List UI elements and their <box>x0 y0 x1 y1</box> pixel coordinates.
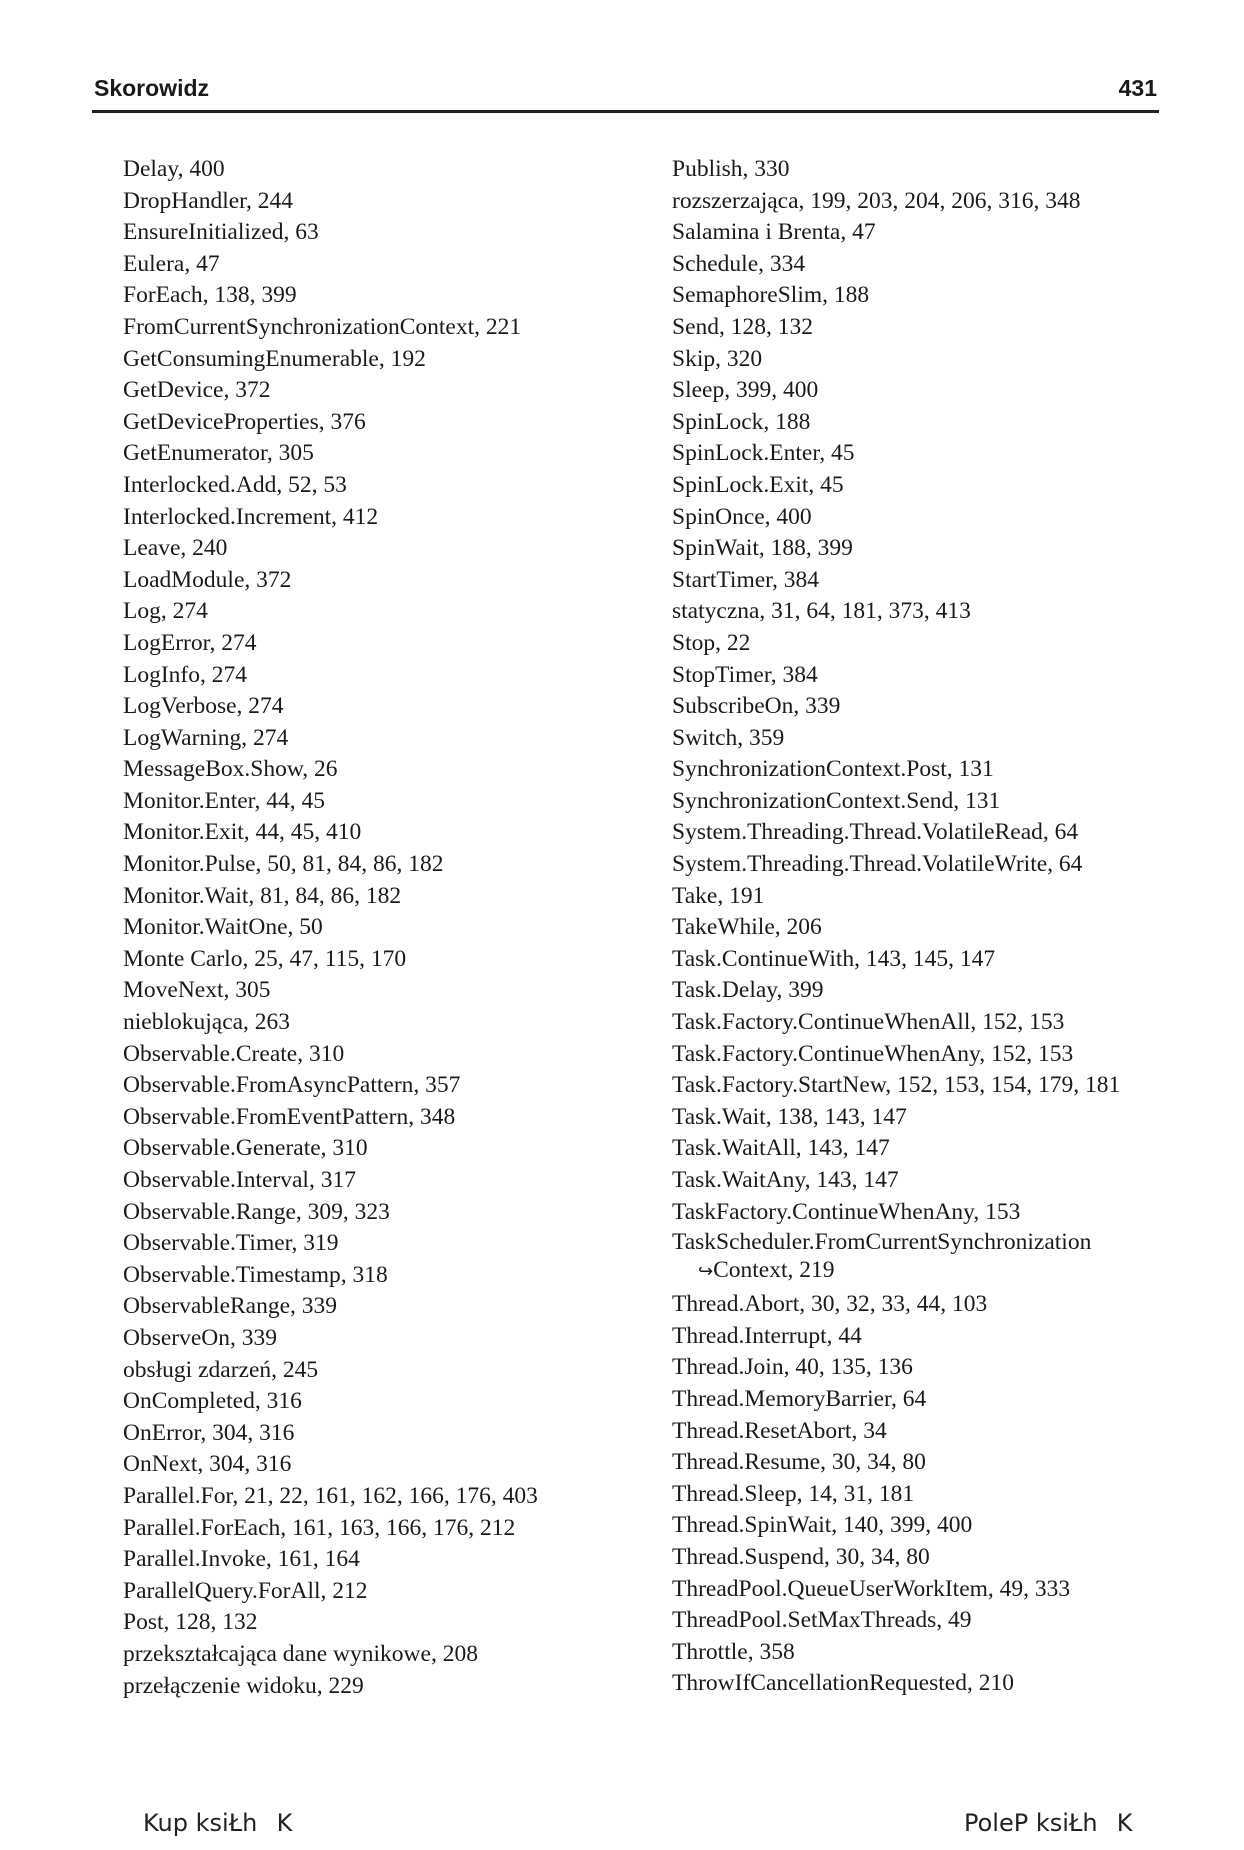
index-entry: Thread.MemoryBarrier, 64 <box>672 1385 927 1412</box>
index-entry: OnError, 304, 316 <box>123 1419 295 1446</box>
index-entry: StartTimer, 384 <box>672 566 820 593</box>
index-entry: SpinLock, 188 <box>672 408 811 435</box>
index-entry: Sleep, 399, 400 <box>672 377 819 404</box>
index-entry: DropHandler, 244 <box>123 187 294 214</box>
index-entry: Send, 128, 132 <box>672 313 813 340</box>
line-continuation-arrow-icon: ↪ <box>698 1261 714 1283</box>
index-entry: SpinOnce, 400 <box>672 503 812 530</box>
index-entry: rozszerzająca, 199, 203, 204, 206, 316, 348 <box>672 187 1081 214</box>
index-entry: Thread.SpinWait, 140, 399, 400 <box>672 1512 973 1539</box>
index-entry: Stop, 22 <box>672 629 751 656</box>
index-entry: Thread.ResetAbort, 34 <box>672 1417 887 1444</box>
index-entry: ObservableRange, 339 <box>123 1293 338 1320</box>
index-entry: EnsureInitialized, 63 <box>123 219 319 246</box>
index-entry: MessageBox.Show, 26 <box>123 756 338 783</box>
index-entry: Take, 191 <box>672 882 765 909</box>
index-entry: Delay, 400 <box>123 156 225 182</box>
wrapped-entry-first-line: TaskScheduler.FromCurrentSynchronization <box>672 1229 1092 1256</box>
index-entry: Task.ContinueWith, 143, 145, 147 <box>672 945 996 972</box>
index-entry: Thread.Join, 40, 135, 136 <box>672 1354 913 1381</box>
index-entry: GetEnumerator, 305 <box>123 440 314 467</box>
index-entry: FromCurrentSynchronizationContext, 221 <box>123 313 522 340</box>
index-entry: Parallel.For, 21, 22, 161, 162, 166, 176, 403 <box>123 1482 538 1509</box>
index-entry: OnNext, 304, 316 <box>123 1451 292 1478</box>
index-entry: Thread.Interrupt, 44 <box>672 1322 862 1349</box>
index-entry: MoveNext, 305 <box>123 977 271 1004</box>
index-entry: LoadModule, 372 <box>123 566 292 593</box>
index-entry: Schedule, 334 <box>672 250 806 277</box>
index-entry: SynchronizationContext.Post, 131 <box>672 756 994 783</box>
index-entry: Task.Wait, 138, 143, 147 <box>672 1103 907 1130</box>
footer-buy-link[interactable]: Kup ksiŁhK <box>143 1809 293 1837</box>
index-entry: nieblokująca, 263 <box>123 1009 291 1036</box>
index-entry: Task.Factory.ContinueWhenAny, 152, 153 <box>672 1040 1074 1067</box>
index-entry: LogWarning, 274 <box>123 724 289 751</box>
index-entry: Thread.Resume, 30, 34, 80 <box>672 1449 926 1476</box>
index-entry: TaskFactory.ContinueWhenAny, 153 <box>672 1198 1021 1225</box>
index-entry: Observable.Interval, 317 <box>123 1167 356 1193</box>
index-entry: statyczna, 31, 64, 181, 373, 413 <box>672 598 971 625</box>
index-entry: Task.Factory.StartNew, 152, 153, 154, 179, 181 <box>672 1072 1121 1099</box>
index-entry: Skip, 320 <box>672 345 763 372</box>
index-entry: System.Threading.Thread.VolatileRead, 64 <box>672 819 1079 846</box>
section-title: Skorowidz <box>94 75 210 101</box>
index-entry: Observable.Create, 310 <box>123 1040 345 1067</box>
index-entry: Interlocked.Increment, 412 <box>123 503 379 530</box>
index-entry: StopTimer, 384 <box>672 661 818 688</box>
footer-recommend-link[interactable]: PoleP ksiŁhK <box>964 1809 1133 1837</box>
index-entry: ThreadPool.QueueUserWorkItem, 49, 333 <box>672 1575 1071 1602</box>
index-entry: OnCompleted, 316 <box>123 1388 302 1415</box>
index-entry: Parallel.Invoke, 161, 164 <box>123 1546 360 1573</box>
index-entry: Switch, 359 <box>672 724 785 751</box>
index-entry: GetDeviceProperties, 376 <box>123 408 366 435</box>
index-entry: Thread.Sleep, 14, 31, 181 <box>672 1480 915 1507</box>
index-entry: Salamina i Brenta, 47 <box>672 219 876 246</box>
index-entry: ForEach, 138, 399 <box>123 282 297 309</box>
index-entry: Log, 274 <box>123 598 208 625</box>
index-entry: Eulera, 47 <box>123 250 220 277</box>
index-entry: Monitor.Pulse, 50, 81, 84, 86, 182 <box>123 851 444 878</box>
index-entry: obsługi zdarzeń, 245 <box>123 1356 319 1383</box>
index-entry: Task.WaitAny, 143, 147 <box>672 1167 899 1193</box>
index-entry: Observable.FromEventPattern, 348 <box>123 1103 456 1130</box>
index-entry: Task.Delay, 399 <box>672 977 824 1004</box>
index-entry: Monitor.WaitOne, 50 <box>123 914 323 941</box>
index-entry: Monitor.Wait, 81, 84, 86, 182 <box>123 882 402 909</box>
index-entry: Observable.Timestamp, 318 <box>123 1261 388 1288</box>
index-entry: System.Threading.Thread.VolatileWrite, 64 <box>672 851 1083 878</box>
index-entry: ObserveOn, 339 <box>123 1324 278 1351</box>
page-number: 431 <box>1118 75 1157 101</box>
index-column-left <box>123 154 643 1702</box>
index-entry: Thread.Suspend, 30, 34, 80 <box>672 1543 930 1570</box>
index-entry: Task.Factory.ContinueWhenAll, 152, 153 <box>672 1009 1065 1036</box>
index-entry: przełączenie widoku, 229 <box>123 1672 364 1699</box>
index-entry: Monte Carlo, 25, 47, 115, 170 <box>123 945 407 972</box>
index-entry: Publish, 330 <box>672 156 790 182</box>
index-entry: ThrowIfCancellationRequested, 210 <box>672 1670 1014 1697</box>
index-entry: Post, 128, 132 <box>123 1609 258 1636</box>
index-entry: TakeWhile, 206 <box>672 914 822 941</box>
index-entry: LogError, 274 <box>123 629 257 656</box>
wrapped-entry-continuation <box>672 1256 1192 1286</box>
index-entry: SemaphoreSlim, 188 <box>672 282 870 309</box>
index-entry: GetDevice, 372 <box>123 377 271 404</box>
index-entry: SynchronizationContext.Send, 131 <box>672 787 1001 814</box>
index-entry-wrapped <box>672 1228 1192 1289</box>
index-entry: Thread.Abort, 30, 32, 33, 44, 103 <box>672 1291 988 1318</box>
index-column-right <box>672 154 1192 1700</box>
index-entry: Observable.Generate, 310 <box>123 1135 368 1162</box>
running-header <box>92 70 1159 113</box>
index-entry: LogVerbose, 274 <box>123 693 284 720</box>
index-entry: ThreadPool.SetMaxThreads, 49 <box>672 1607 972 1634</box>
index-entry: GetConsumingEnumerable, 192 <box>123 345 426 372</box>
index-entry: SpinLock.Exit, 45 <box>672 471 844 498</box>
index-entry: Interlocked.Add, 52, 53 <box>123 471 347 498</box>
index-entry: Leave, 240 <box>123 535 228 562</box>
index-entry: Monitor.Exit, 44, 45, 410 <box>123 819 362 846</box>
index-entry: SpinLock.Enter, 45 <box>672 440 855 467</box>
index-entry: Observable.FromAsyncPattern, 357 <box>123 1072 461 1099</box>
index-entry: przekształcająca dane wynikowe, 208 <box>123 1640 478 1667</box>
index-entry: LogInfo, 274 <box>123 661 248 688</box>
index-entry: Observable.Timer, 319 <box>123 1230 339 1257</box>
index-entry: Observable.Range, 309, 323 <box>123 1198 390 1225</box>
index-entry: Parallel.ForEach, 161, 163, 166, 176, 212 <box>123 1514 516 1541</box>
index-entry: Monitor.Enter, 44, 45 <box>123 787 326 814</box>
wrapped-entry-second-line: Context, 219 <box>713 1257 835 1284</box>
index-entry: ParallelQuery.ForAll, 212 <box>123 1577 368 1604</box>
index-entry: SubscribeOn, 339 <box>672 693 841 720</box>
index-entry: Throttle, 358 <box>672 1638 795 1665</box>
index-entry: Task.WaitAll, 143, 147 <box>672 1135 890 1162</box>
index-entry: SpinWait, 188, 399 <box>672 535 853 562</box>
